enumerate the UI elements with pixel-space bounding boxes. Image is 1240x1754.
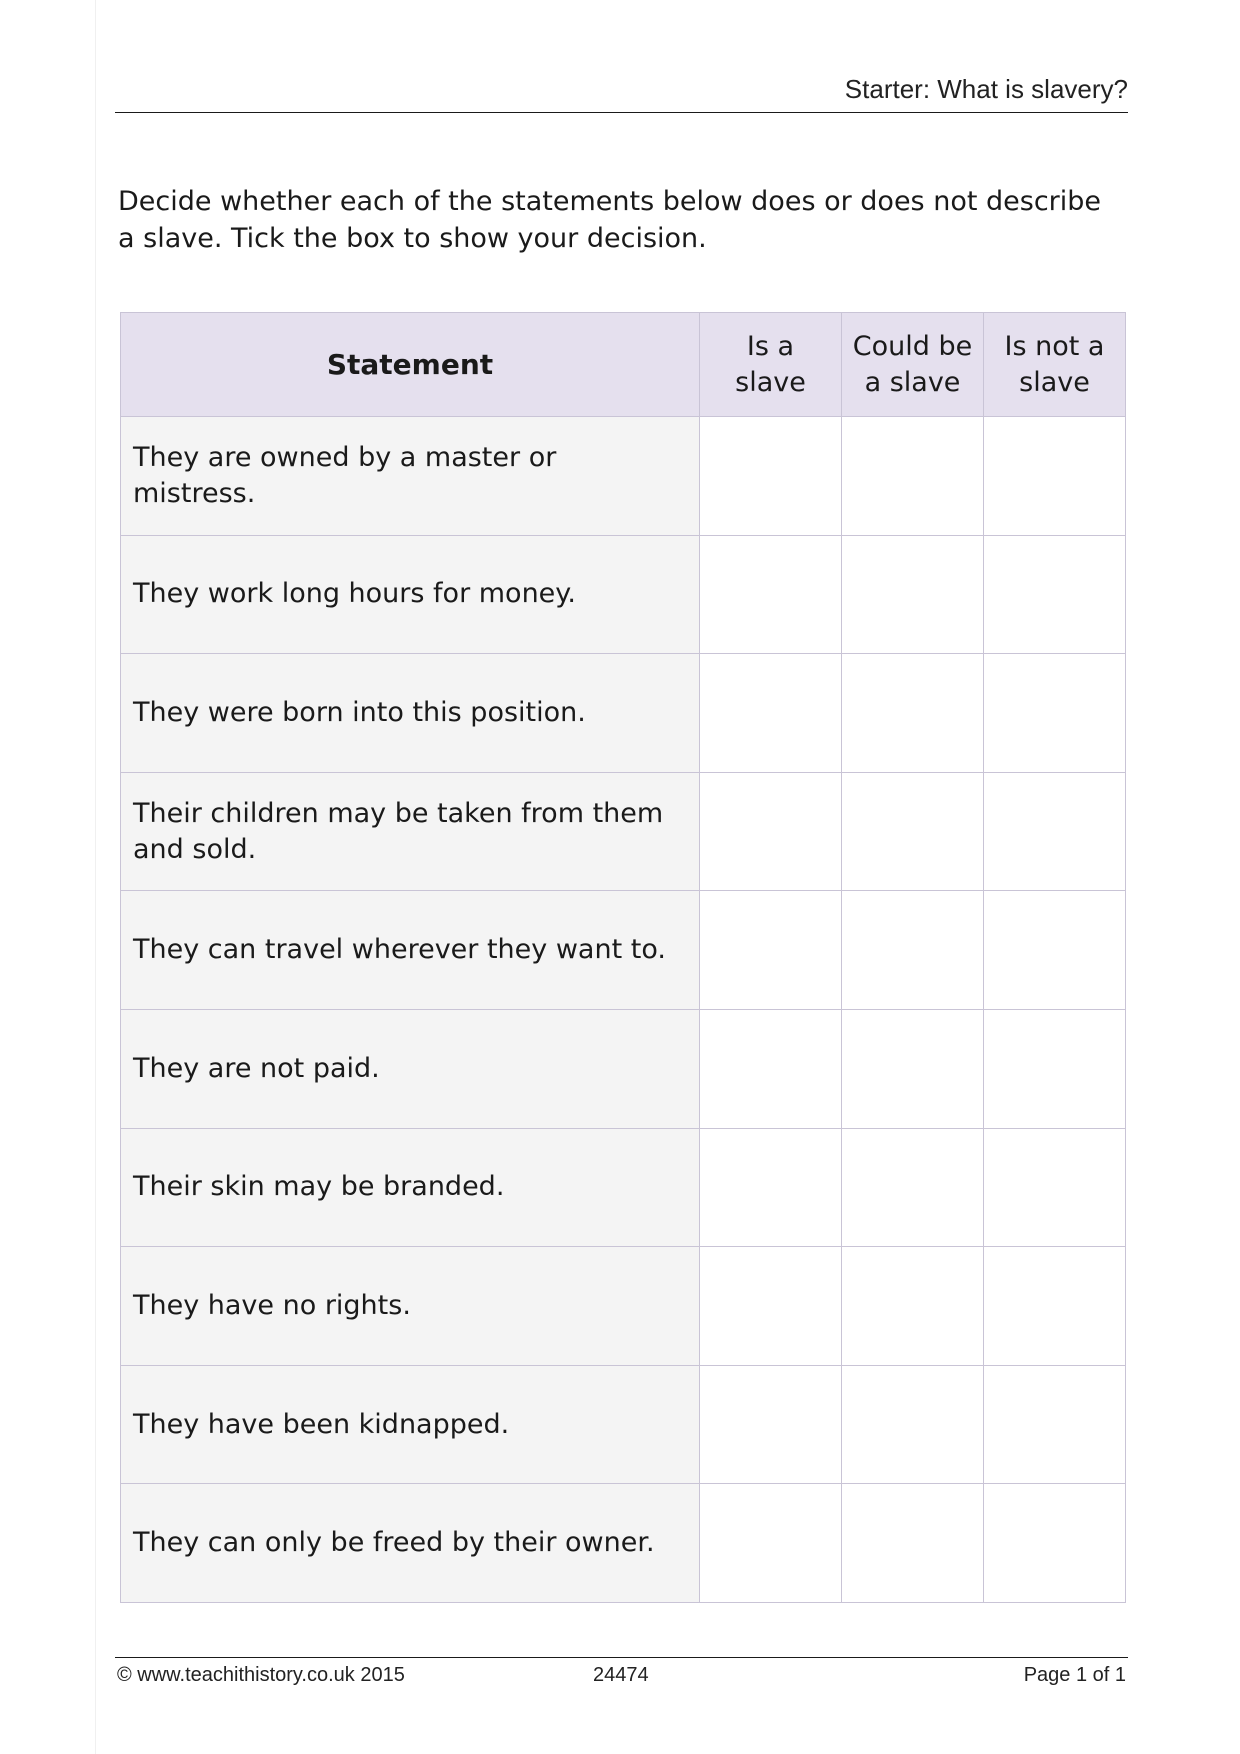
tick-box-is-a-slave[interactable] [700,1128,842,1247]
tick-box-is-a-slave[interactable] [700,535,842,654]
tick-box-could-be-a-slave[interactable] [842,1128,984,1247]
tick-box-is-not-a-slave[interactable] [984,654,1126,773]
tick-box-is-not-a-slave[interactable] [984,1365,1126,1484]
tick-box-is-a-slave[interactable] [700,1365,842,1484]
table-row [121,535,1126,654]
page-title: Starter: What is slavery? [844,74,1128,104]
tick-box-could-be-a-slave[interactable] [842,1484,984,1603]
statement-cell: They were born into this position. [121,654,700,773]
column-header-statement: Statement [121,313,700,417]
statement-cell: They are not paid. [121,1009,700,1128]
tick-box-could-be-a-slave[interactable] [842,891,984,1010]
statement-cell: They have been kidnapped. [121,1365,700,1484]
statement-cell: Their children may be taken from them and sold. [121,772,700,891]
table-row [121,654,1126,773]
statement-cell: They work long hours for money. [121,535,700,654]
table-header-row [121,313,1126,417]
tick-box-is-not-a-slave[interactable] [984,535,1126,654]
tick-box-could-be-a-slave[interactable] [842,772,984,891]
tick-box-could-be-a-slave[interactable] [842,654,984,773]
column-header-is-a-slave: Is a slave [700,313,842,417]
tick-box-is-not-a-slave[interactable] [984,1484,1126,1603]
footer-page-number: Page 1 of 1 [1023,1664,1126,1686]
tick-box-is-not-a-slave[interactable] [984,417,1126,536]
table-row [121,1365,1126,1484]
statement-cell: They can travel wherever they want to. [121,891,700,1010]
footer-resource-code: 24474 [593,1664,649,1686]
table-row [121,417,1126,536]
tick-box-is-a-slave[interactable] [700,1484,842,1603]
tick-box-is-not-a-slave[interactable] [984,1128,1126,1247]
page-footer [115,1657,1128,1698]
footer-copyright: © www.teachithistory.co.uk 2015 [117,1664,405,1686]
tick-box-could-be-a-slave[interactable] [842,417,984,536]
tick-box-is-a-slave[interactable] [700,772,842,891]
page-header [115,70,1128,113]
tick-box-could-be-a-slave[interactable] [842,1365,984,1484]
tick-box-could-be-a-slave[interactable] [842,1009,984,1128]
table-row [121,891,1126,1010]
table-row [121,1484,1126,1603]
tick-box-is-a-slave[interactable] [700,417,842,536]
tick-box-is-not-a-slave[interactable] [984,772,1126,891]
statements-table [120,312,1126,1603]
column-header-could-be-a-slave: Could be a slave [842,313,984,417]
statement-cell: They are owned by a master or mistress. [121,417,700,536]
table-row [121,1247,1126,1366]
table-body [121,417,1126,1603]
column-header-is-not-a-slave: Is not a slave [984,313,1126,417]
tick-box-is-a-slave[interactable] [700,891,842,1010]
table-row [121,1128,1126,1247]
tick-box-is-a-slave[interactable] [700,1009,842,1128]
page-edge [95,0,96,1754]
table-row [121,772,1126,891]
tick-box-is-a-slave[interactable] [700,654,842,773]
tick-box-could-be-a-slave[interactable] [842,1247,984,1366]
table-row [121,1009,1126,1128]
statement-cell: They have no rights. [121,1247,700,1366]
tick-box-is-not-a-slave[interactable] [984,1009,1126,1128]
tick-box-is-not-a-slave[interactable] [984,891,1126,1010]
statement-cell: Their skin may be branded. [121,1128,700,1247]
tick-box-is-not-a-slave[interactable] [984,1247,1126,1366]
instructions-text: Decide whether each of the statements below does or does not describe a slave. Tick the box to show your decision. [118,186,1102,254]
tick-box-could-be-a-slave[interactable] [842,535,984,654]
statement-cell: They can only be freed by their owner. [121,1484,700,1603]
tick-box-is-a-slave[interactable] [700,1247,842,1366]
